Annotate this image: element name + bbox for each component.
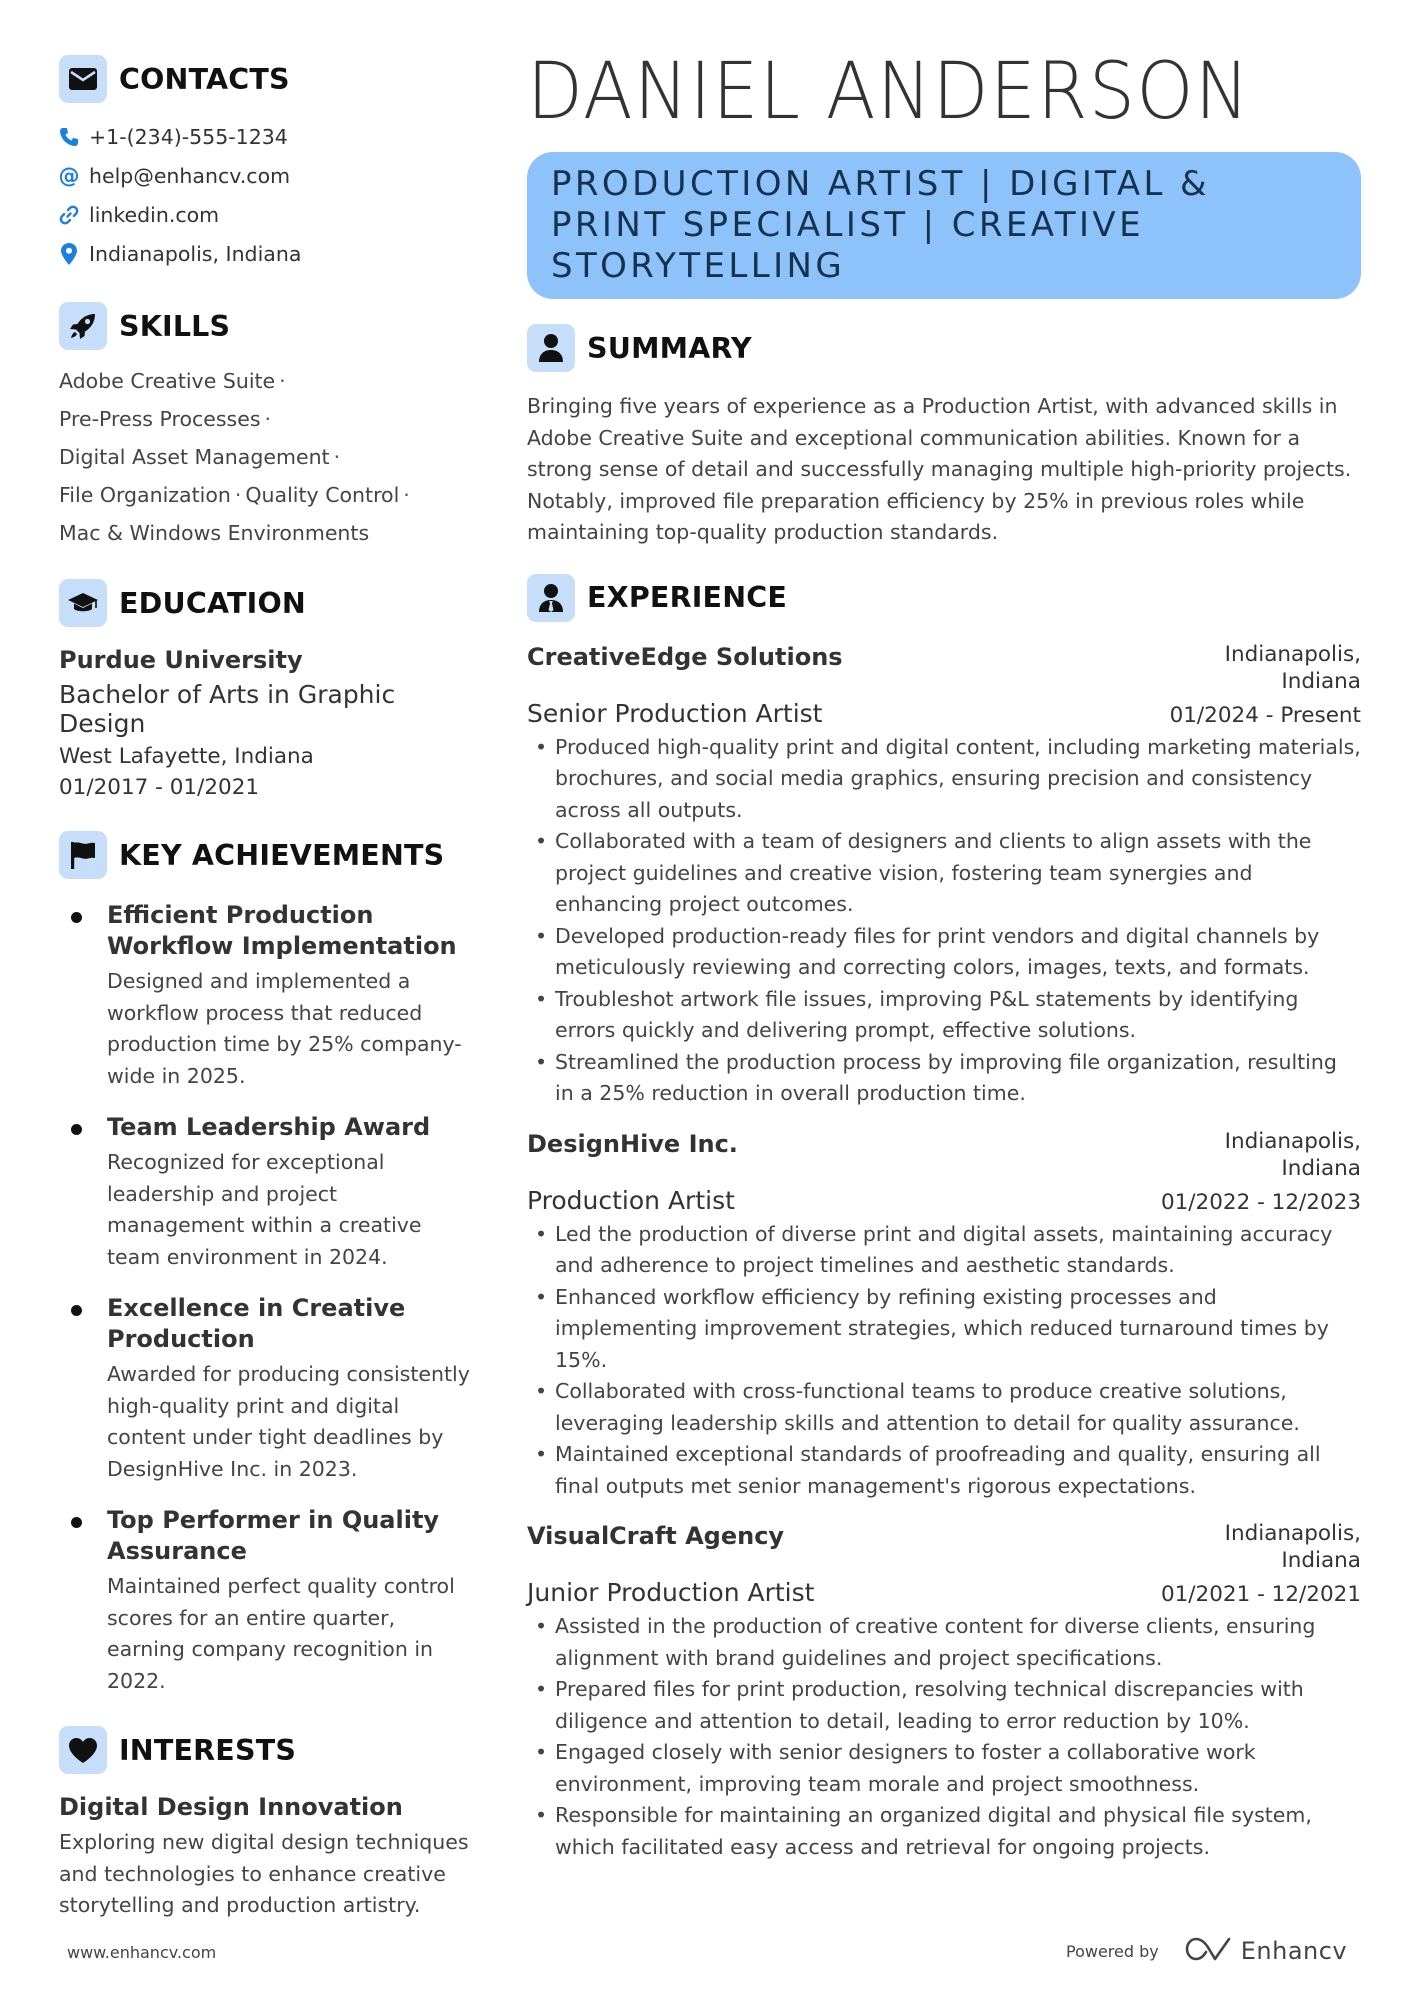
job-location xyxy=(1225,1128,1361,1182)
experience-header xyxy=(527,573,1361,623)
achievement-item xyxy=(59,1112,479,1273)
summary-header xyxy=(527,323,1361,373)
job-bullet: • Prepared files for print production, resolving technical discrepancies with diligence and attention to detail, leading to error reduction by 10%. xyxy=(527,1674,1361,1737)
education-school: Purdue University xyxy=(59,646,303,674)
achievements-title: KEY ACHIEVEMENTS xyxy=(119,838,445,872)
achievement-title: Top Performer in Quality Assurance xyxy=(107,1506,440,1565)
job-bullet: • Responsible for maintaining an organized digital and physical file system, which facilitated easy access and retrieval for ongoing projects. xyxy=(527,1800,1361,1863)
job-location-city: Indianapolis, xyxy=(1224,641,1361,667)
job-role: Production Artist xyxy=(527,1185,735,1215)
skill-item: Quality Control xyxy=(245,483,400,507)
contact-linkedin[interactable] xyxy=(59,195,479,234)
rocket-icon xyxy=(59,302,107,350)
contact-email[interactable] xyxy=(59,156,479,195)
job-bullet: • Led the production of diverse print and digital assets, maintaining accuracy and adherence to project timelines and aesthetic standards. xyxy=(527,1219,1361,1282)
interests-header xyxy=(59,1725,479,1775)
user-tie-icon xyxy=(527,574,575,622)
experience-title: EXPERIENCE xyxy=(587,581,788,614)
skill-separator: · xyxy=(264,407,272,431)
graduation-cap-icon xyxy=(59,579,107,627)
contacts-header xyxy=(59,54,479,104)
achievement-title: Team Leadership Award xyxy=(107,1113,431,1141)
job-entry xyxy=(527,1128,1361,1503)
job-dates: 01/2021 - 12/2021 xyxy=(1160,1582,1361,1607)
bullet-icon xyxy=(71,1305,82,1316)
achievement-title: Excellence in Creative Production xyxy=(107,1294,406,1353)
at-sign-icon: @ xyxy=(58,163,80,188)
left-column xyxy=(59,54,479,1922)
interest-desc: Exploring new digital design techniques and technologies to enhance creative storytelling and production artistry. xyxy=(59,1830,469,1917)
enhancv-brand-text: Enhancv xyxy=(1240,1937,1348,1965)
achievement-item xyxy=(59,1505,479,1697)
skill-separator: · xyxy=(403,483,410,507)
right-column xyxy=(527,47,1361,1863)
job-bullet: • Maintained exceptional standards of proofreading and quality, ensuring all final outputs met senior management's rigorous expectations. xyxy=(527,1439,1361,1502)
achievement-desc: Awarded for producing consistently high-quality print and digital content under tight deadlines by DesignHive Inc. in 2023. xyxy=(107,1362,470,1481)
job-bullet: • Enhanced workflow efficiency by refining existing processes and implementing improvement strategies, which reduced turnaround times by 15%. xyxy=(527,1282,1361,1377)
skill-separator: · xyxy=(234,483,242,507)
achievement-desc: Recognized for exceptional leadership and project management within a creative team environment in 2024. xyxy=(107,1150,422,1269)
footer-branding[interactable] xyxy=(1066,1936,1347,1966)
education-title: EDUCATION xyxy=(119,586,306,620)
map-pin-icon xyxy=(59,243,79,265)
skill-separator: · xyxy=(333,445,341,469)
skills-title: SKILLS xyxy=(119,309,231,343)
achievement-desc: Designed and implemented a workflow process that reduced production time by 25% company-wide in 2025. xyxy=(107,969,462,1088)
envelope-icon xyxy=(59,55,107,103)
job-dates: 01/2022 - 12/2023 xyxy=(1160,1189,1361,1215)
bullet-icon xyxy=(71,1517,82,1528)
summary-title: SUMMARY xyxy=(587,331,752,365)
job-bullet: • Engaged closely with senior designers to foster a collaborative work environment, improving team morale and project smoothness. xyxy=(527,1737,1361,1800)
user-icon xyxy=(527,324,575,372)
skill-item: Mac & Windows Environments xyxy=(59,521,370,545)
education-degree: Bachelor of Arts in Graphic Design xyxy=(59,680,396,738)
link-icon xyxy=(59,204,79,226)
contact-phone[interactable] xyxy=(59,117,479,156)
candidate-name: DANIEL ANDERSON xyxy=(527,47,1251,137)
skill-line xyxy=(59,476,479,514)
education-location: West Lafayette, Indiana xyxy=(59,744,314,769)
job-location-state: Indiana xyxy=(1281,1155,1361,1181)
achievement-title: Efficient Production Workflow Implementation xyxy=(107,901,457,960)
job-company: VisualCraft Agency xyxy=(527,1522,785,1550)
job-bullet: • Troubleshot artwork file issues, improving P&L statements by identifying errors quickly and delivering prompt, effective solutions. xyxy=(527,984,1361,1047)
skill-line xyxy=(59,400,479,438)
heart-icon xyxy=(59,1726,107,1774)
interest-title: Digital Design Innovation xyxy=(59,1793,403,1821)
job-bullet: • Collaborated with a team of designers and clients to align assets with the project guidelines and creative vision, fostering team synergies and enhancing project outcomes. xyxy=(527,826,1361,921)
job-bullet: • Streamlined the production process by improving file organization, resulting in a 25% reduction in overall production time. xyxy=(527,1047,1361,1110)
skill-line xyxy=(59,514,479,552)
summary-text: Bringing five years of experience as a Production Artist, with advanced skills in Adobe Creative Suite and exceptional communication abilities. Known for a strong sense of detail and successfully managing multiple high-priority projects. Notably, improved file preparation efficiency by 25% in previous roles while maintaining top-quality production standards. xyxy=(527,394,1352,544)
skill-item: Digital Asset Management xyxy=(59,445,330,469)
footer-website[interactable]: www.enhancv.com xyxy=(67,1943,217,1962)
job-role: Junior Production Artist xyxy=(527,1578,815,1607)
phone-icon xyxy=(59,126,79,148)
job-bullet: • Assisted in the production of creative content for diverse clients, ensuring alignment with brand guidelines and project specifications. xyxy=(527,1611,1361,1674)
achievement-desc: Maintained perfect quality control scores for an entire quarter, earning company recognition in 2022. xyxy=(107,1574,455,1693)
job-role: Senior Production Artist xyxy=(527,698,823,728)
job-location-state: Indiana xyxy=(1281,1548,1361,1573)
interests-title: INTERESTS xyxy=(119,1733,297,1767)
phone-text: +1-(234)-555-1234 xyxy=(89,124,288,149)
education-dates: 01/2017 - 01/2021 xyxy=(59,775,260,800)
skills-list xyxy=(59,362,479,552)
job-bullet: • Collaborated with cross-functional teams to produce creative solutions, leveraging leadership skills and attention to detail for quality assurance. xyxy=(527,1376,1361,1439)
contact-location xyxy=(59,234,479,273)
contacts-title: CONTACTS xyxy=(119,62,290,96)
linkedin-text: linkedin.com xyxy=(89,202,220,227)
skill-item: Adobe Creative Suite xyxy=(59,369,276,393)
education-header xyxy=(59,578,479,628)
enhancv-logo-icon xyxy=(1185,1936,1233,1966)
achievement-item xyxy=(59,900,479,1092)
headline: PRODUCTION ARTIST | DIGITAL & PRINT SPECIALIST | CREATIVE STORYTELLING xyxy=(551,164,1210,286)
skill-item: File Organization xyxy=(59,483,231,507)
bullet-icon xyxy=(71,912,82,923)
skill-separator: · xyxy=(279,369,286,393)
email-text: help@enhancv.com xyxy=(89,163,291,188)
job-company: CreativeEdge Solutions xyxy=(527,642,843,671)
job-location-city: Indianapolis, xyxy=(1224,1128,1361,1154)
job-location-city: Indianapolis, xyxy=(1224,1521,1361,1546)
bullet-icon xyxy=(71,1124,82,1135)
skill-line xyxy=(59,362,479,400)
job-location xyxy=(1225,641,1361,695)
job-bullet: • Produced high-quality print and digital content, including marketing materials, brochures, and social media graphics, ensuring precision and consistency across all outputs. xyxy=(527,732,1361,827)
job-bullet: • Developed production-ready files for print vendors and digital channels by meticulously reviewing and correcting colors, images, texts, and formats. xyxy=(527,921,1361,984)
location-text: Indianapolis, Indiana xyxy=(89,241,302,266)
powered-by-text: Powered by xyxy=(1066,1941,1159,1961)
job-entry xyxy=(527,1520,1361,1863)
job-company: DesignHive Inc. xyxy=(527,1129,738,1158)
job-dates: 01/2024 - Present xyxy=(1169,702,1361,728)
job-location-state: Indiana xyxy=(1281,668,1361,694)
flag-icon xyxy=(59,831,107,879)
job-entry xyxy=(527,641,1361,1110)
job-location xyxy=(1225,1520,1361,1574)
skill-item: Pre-Press Processes xyxy=(59,407,261,431)
headline-box xyxy=(527,152,1361,299)
skill-line xyxy=(59,438,479,476)
skills-header xyxy=(59,301,479,351)
achievement-item xyxy=(59,1293,479,1485)
achievements-header xyxy=(59,830,479,880)
